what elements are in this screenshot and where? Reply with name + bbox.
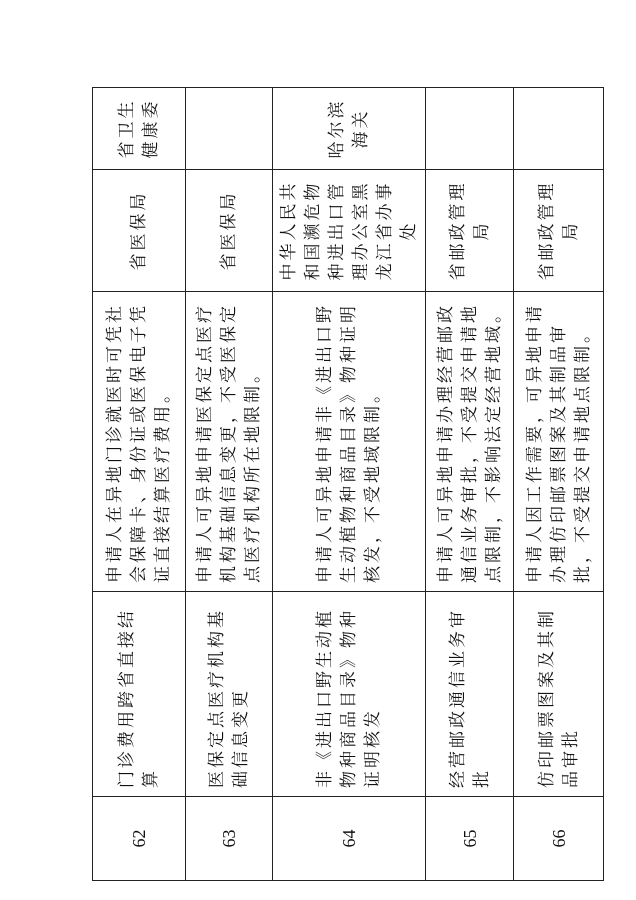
item-description: 申请人可异地申请非《进出口野生动植物种商品目录》物种证明核发，不受地域限制。: [273, 292, 426, 592]
table-row: [186, 88, 273, 881]
item-name: 经营邮政通信业务审批: [426, 592, 514, 797]
row-number: 62: [93, 797, 186, 881]
item-name: 非《进出口野生动植物种商品目录》物种证明核发: [273, 592, 426, 797]
rotated-table-container: [92, 88, 593, 881]
coordinating-authority: [426, 88, 514, 170]
item-description: 申请人可异地申请办理经营邮政通信业务审批，不受提交申请地点限制，不影响法定经营地域。: [426, 292, 514, 592]
item-description: 申请人因工作需要，可异地申请办理仿印邮票图案及其制品审批，不受提交申请地点限制。: [514, 292, 604, 592]
item-name: 门诊费用跨省直接结算: [93, 592, 186, 797]
row-number: 63: [186, 797, 273, 881]
coordinating-authority: 省卫生健康委: [93, 88, 186, 170]
responsible-authority: 省邮政管理局: [426, 170, 514, 292]
coordinating-authority: [514, 88, 604, 170]
table-row: [93, 88, 186, 881]
coordinating-authority: [186, 88, 273, 170]
service-items-table: [92, 87, 604, 881]
responsible-authority: 省医保局: [93, 170, 186, 292]
row-number: 66: [514, 797, 604, 881]
coordinating-authority: 哈尔滨海关: [273, 88, 426, 170]
table-row: [273, 88, 426, 881]
table-row: [514, 88, 604, 881]
item-name: 医保定点医疗机构基础信息变更: [186, 592, 273, 797]
item-name: 仿印邮票图案及其制品审批: [514, 592, 604, 797]
item-description: 申请人可异地申请医保定点医疗机构基础信息变更，不受医保定点医疗机构所在地限制。: [186, 292, 273, 592]
row-number: 64: [273, 797, 426, 881]
responsible-authority: 中华人民共和国濒危物种进出口管理办公室黑龙江省办事处: [273, 170, 426, 292]
responsible-authority: 省医保局: [186, 170, 273, 292]
responsible-authority: 省邮政管理局: [514, 170, 604, 292]
item-description: 申请人在异地门诊就医时可凭社会保障卡、身份证或医保电子凭证直接结算医疗费用。: [93, 292, 186, 592]
table-row: [426, 88, 514, 881]
row-number: 65: [426, 797, 514, 881]
